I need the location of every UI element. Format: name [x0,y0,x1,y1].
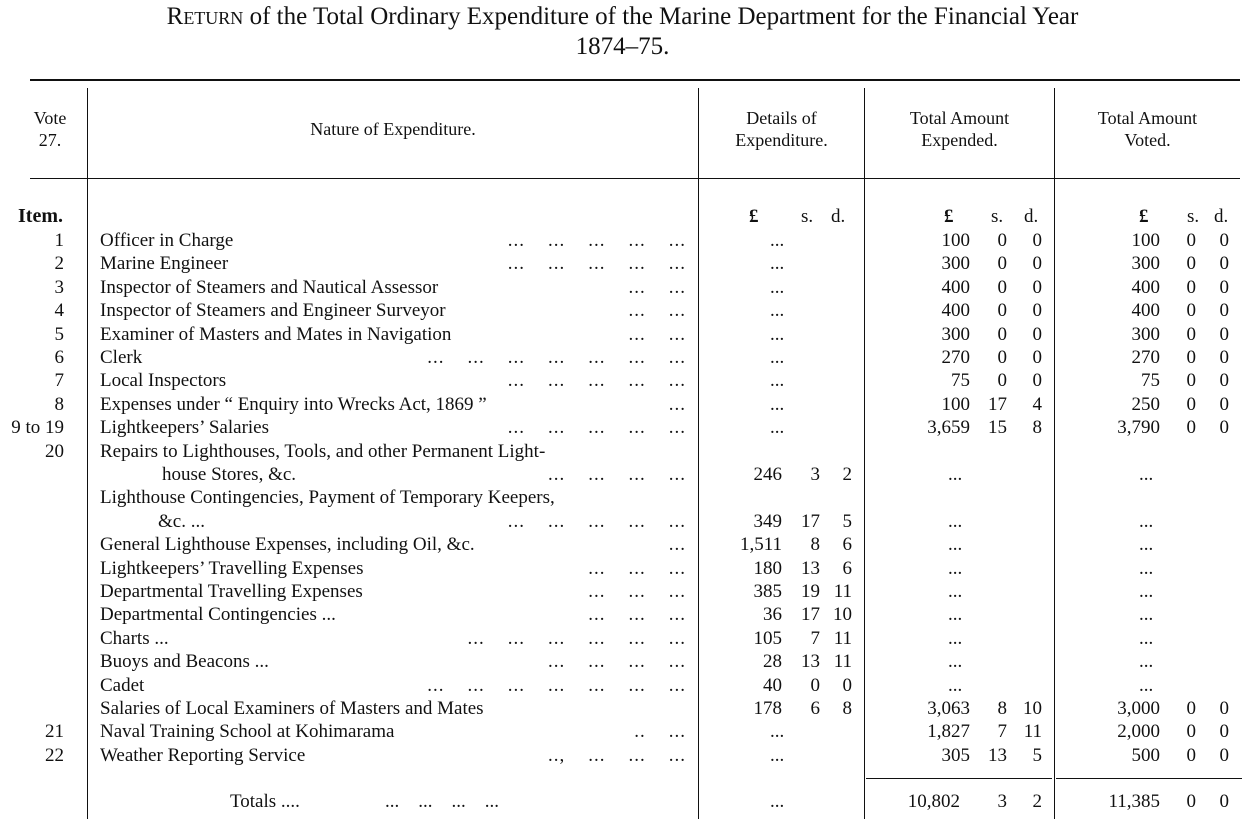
dot-leaders: ... ... ... ... ... ... ... [427,347,686,368]
expenditure-nature: Officer in Charge [100,230,234,251]
expenditure-nature: Naval Training School at Kohimarama [100,721,395,743]
totals-exp-shillings: 3 [997,791,1007,812]
expenditure-nature: Expenses under “ Enquiry into Wrecks Act, 1869 ” [100,393,487,415]
details-dots: ... [770,393,785,415]
details-pounds: 349 [753,510,782,532]
details-pence: 11 [833,581,852,602]
dot-leaders: ... [668,393,686,415]
details-dots: ... [770,230,785,251]
voted-shillings: 0 [1186,698,1196,719]
voted-pence: 0 [1219,370,1229,392]
expended-shillings: 0 [997,230,1007,251]
table-row [0,533,1245,556]
voted-pounds: 300 [1131,323,1160,345]
totals-label: Totals .... [230,791,300,812]
voted-pence: 0 [1219,276,1229,298]
table-row [0,486,1245,509]
expenditure-nature: Repairs to Lighthouses, Tools, and other Permanent Light- [100,440,546,462]
table-row [0,393,1245,416]
title-line2: 1874–75. [575,33,670,60]
voted-pounds: 250 [1131,393,1160,415]
details-pence: 11 [833,627,852,649]
table-row [0,299,1245,322]
expended-dots: ... [948,557,963,579]
dot-leaders: ... ... ... ... [548,651,686,673]
expended-pounds: 300 [941,323,970,345]
dot-leaders: ... ... ... ... ... ... ... [427,674,686,696]
units-row [0,205,1245,228]
table-row [0,463,1245,486]
expenditure-nature: Salaries of Local Examiners of Masters and Mates [100,698,484,719]
voted-pence: d. [1214,206,1229,227]
expended-shillings: 0 [997,323,1007,345]
expenditure-nature: Charts ... [100,627,169,649]
expended-pounds: 270 [941,347,970,368]
expended-pound: £ [944,206,954,227]
table-row [0,369,1245,392]
totals-leaders: ... ... ... ... [385,791,499,812]
item-number: 7 [54,370,64,392]
expenditure-nature: Lightkeepers’ Salaries [100,417,269,439]
voted-pounds: 3,000 [1117,698,1160,719]
details-shillings: 7 [810,627,820,649]
table-row [0,580,1245,603]
table-row [0,323,1245,346]
details-pounds: 28 [763,651,782,673]
expenditure-nature: Departmental Contingencies ... [100,604,336,626]
expended-pence: 0 [1032,230,1042,251]
totals-exp-pounds: 10,802 [907,791,960,812]
title-prefix: Return [166,3,244,30]
expended-pounds: 100 [941,230,970,251]
voted-pounds: 400 [1131,300,1160,322]
expended-pence: 0 [1032,276,1042,298]
expended-pence: 0 [1032,323,1042,345]
totals-voted-pounds: 11,385 [1108,791,1160,812]
expended-pence: 0 [1032,370,1042,392]
details-dots: ... [770,253,785,275]
details-pounds: 36 [763,604,782,626]
item-number: 2 [54,253,64,275]
details-shilling: s. [801,206,814,227]
voted-pounds: 270 [1131,347,1160,368]
details-pence: 6 [842,557,852,579]
expenditure-nature: Marine Engineer [100,253,229,275]
dot-leaders: ... [668,534,686,556]
header-expended: Total Amount Expended. [909,108,1010,150]
expended-pence: 10 [1023,698,1042,719]
voted-shillings: 0 [1186,417,1196,439]
details-pence: d. [831,206,846,227]
voted-shillings: 0 [1186,744,1196,766]
expenditure-nature: &c. ... [158,510,205,532]
expended-shilling: s. [991,206,1004,227]
expenditure-nature: Clerk [100,347,143,368]
expended-dots: ... [948,651,963,673]
voted-shillings: 0 [1186,347,1196,368]
dot-leaders: ... ... ... [588,581,686,602]
details-dots: ... [770,744,785,766]
voted-pounds: 3,790 [1117,417,1160,439]
expended-pounds: 400 [941,300,970,322]
expenditure-nature: Weather Reporting Service [100,744,306,766]
expended-pounds: 305 [941,744,970,766]
expended-shillings: 13 [988,744,1007,766]
table-row [0,697,1245,720]
voted-dots: ... [1139,604,1154,626]
expended-shillings: 7 [997,721,1007,743]
voted-pound: £ [1139,206,1149,227]
expenditure-nature: Cadet [100,674,145,696]
dot-leaders: ... ... ... ... ... [507,230,686,251]
details-shillings: 3 [810,464,820,485]
details-shillings: 17 [801,510,820,532]
expended-dots: ... [948,534,963,556]
voted-pence: 0 [1219,417,1229,439]
voted-pence: 0 [1219,230,1229,251]
expended-dots: ... [948,604,963,626]
table-row [0,416,1245,439]
table-row [0,744,1245,767]
table-row [0,440,1245,463]
details-pounds: 246 [753,464,782,485]
voted-dots: ... [1139,627,1154,649]
voted-shillings: 0 [1186,230,1196,251]
expenditure-nature: house Stores, &c. [162,464,297,485]
item-number: 1 [54,230,64,251]
details-shillings: 8 [810,534,820,556]
details-pence: 2 [842,464,852,485]
table-row [0,674,1245,697]
expended-pounds: 75 [951,370,970,392]
details-pence: 11 [833,651,852,673]
item-label: Item. [18,205,63,227]
expended-shillings: 0 [997,300,1007,322]
expended-pounds: 400 [941,276,970,298]
voted-shillings: 0 [1186,393,1196,415]
expended-total-rule [866,778,1052,779]
totals-voted-pence: 0 [1219,791,1229,812]
title-line1: of the Total Ordinary Expenditure of the Marine Department for the Financial Year [243,3,1079,30]
details-dots: ... [770,721,785,743]
table-row [0,627,1245,650]
voted-shillings: 0 [1186,323,1196,345]
details-pence: 8 [842,698,852,719]
expended-pounds: 300 [941,253,970,275]
expended-shillings: 0 [997,253,1007,275]
expended-pounds: 100 [941,393,970,415]
item-number: 6 [54,347,64,368]
dot-leaders: ... ... [628,300,686,322]
expended-shillings: 8 [997,698,1007,719]
details-pound: £ [749,206,759,227]
details-shillings: 13 [801,651,820,673]
details-dots: ... [770,370,785,392]
voted-total-rule [1056,778,1242,779]
item-number: 3 [54,276,64,298]
expenditure-nature: Local Inspectors [100,370,227,392]
expenditure-nature: Inspector of Steamers and Engineer Surveyor [100,300,446,322]
document-title [0,2,1245,62]
table-row [0,276,1245,299]
dot-leaders: ... ... ... [588,604,686,626]
expenditure-nature: General Lighthouse Expenses, including Oil, &c. [100,534,475,556]
header-top-rule [30,79,1240,81]
voted-pounds: 300 [1131,253,1160,275]
details-dots: ... [770,417,785,439]
details-dots: ... [770,276,785,298]
voted-pence: 0 [1219,721,1229,743]
expended-pence: 0 [1032,253,1042,275]
header-bottom-rule [30,178,1240,179]
dot-leaders: ... ... [628,276,686,298]
details-shillings: 19 [801,581,820,602]
details-pounds: 1,511 [739,534,782,556]
voted-pence: 0 [1219,253,1229,275]
item-number: 22 [45,744,64,766]
table-row [0,720,1245,743]
expenditure-nature: Lighthouse Contingencies, Payment of Temporary Keepers, [100,487,555,509]
expended-dots: ... [948,581,963,602]
totals-voted-shillings: 0 [1186,791,1196,812]
table-row [0,557,1245,580]
voted-pence: 0 [1219,347,1229,368]
voted-pounds: 100 [1131,230,1160,251]
expended-pence: 4 [1032,393,1042,415]
details-pounds: 40 [763,674,782,696]
expended-pounds: 1,827 [927,721,970,743]
details-pounds: 178 [753,698,782,719]
item-number: 9 to 19 [11,417,64,439]
voted-shillings: 0 [1186,253,1196,275]
details-shillings: 6 [810,698,820,719]
dot-leaders: ... ... ... ... ... [507,417,686,439]
dot-leaders: ... ... ... ... ... [507,370,686,392]
table-row [0,603,1245,626]
expenditure-nature: Buoys and Beacons ... [100,651,269,673]
expended-shillings: 0 [997,370,1007,392]
details-pounds: 180 [753,557,782,579]
details-pounds: 385 [753,581,782,602]
expenditure-nature: Lightkeepers’ Travelling Expenses [100,557,364,579]
voted-pounds: 75 [1141,370,1160,392]
details-pence: 10 [833,604,852,626]
expended-pence: 0 [1032,347,1042,368]
details-pounds: 105 [753,627,782,649]
details-pence: 0 [842,674,852,696]
voted-pence: 0 [1219,698,1229,719]
expended-pence: d. [1024,206,1039,227]
totals-exp-pence: 2 [1032,791,1042,812]
table-row [0,252,1245,275]
dot-leaders: ... ... ... ... ... ... [467,627,686,649]
item-number: 21 [45,721,64,743]
expended-dots: ... [948,627,963,649]
dot-leaders: ... ... ... ... ... [507,253,686,275]
expended-pounds: 3,063 [927,698,970,719]
expended-shillings: 17 [988,393,1007,415]
expended-dots: ... [948,674,963,696]
voted-pounds: 500 [1131,744,1160,766]
item-number: 4 [54,300,64,322]
voted-pounds: 400 [1131,276,1160,298]
details-pence: 5 [842,510,852,532]
details-dots: ... [770,300,785,322]
expenditure-nature: Inspector of Steamers and Nautical Assessor [100,276,439,298]
voted-pence: 0 [1219,393,1229,415]
voted-pence: 0 [1219,323,1229,345]
item-number: 5 [54,323,64,345]
expended-pounds: 3,659 [927,417,970,439]
expended-shillings: 15 [988,417,1007,439]
expended-pence: 0 [1032,300,1042,322]
header-voted: Total Amount Voted. [1097,108,1198,150]
dot-leaders: ... ... [628,323,686,345]
voted-dots: ... [1139,464,1154,485]
expended-pence: 11 [1023,721,1042,743]
details-pence: 6 [842,534,852,556]
voted-shillings: 0 [1186,276,1196,298]
details-shillings: 13 [801,557,820,579]
dot-leaders: ... ... ... ... ... [507,510,686,532]
expended-pence: 5 [1032,744,1042,766]
details-dots: ... [770,347,785,368]
voted-shillings: 0 [1186,370,1196,392]
header-details: Details of Expenditure. [735,108,828,150]
dot-leaders: .. ... [634,721,686,743]
expenditure-nature: Examiner of Masters and Mates in Navigation [100,323,452,345]
totals-details: ... [770,791,785,812]
dot-leaders: .., ... ... ... [548,744,686,766]
voted-dots: ... [1139,510,1154,532]
expended-shillings: 0 [997,276,1007,298]
table-row [0,229,1245,252]
expended-shillings: 0 [997,347,1007,368]
item-number: 20 [45,440,64,462]
voted-dots: ... [1139,534,1154,556]
expended-dots: ... [948,510,963,532]
expended-pence: 8 [1032,417,1042,439]
table-row [0,510,1245,533]
dot-leaders: ... ... ... ... [548,464,686,485]
voted-pence: 0 [1219,300,1229,322]
voted-dots: ... [1139,651,1154,673]
voted-pounds: 2,000 [1117,721,1160,743]
voted-shillings: 0 [1186,300,1196,322]
table-row [0,650,1245,673]
item-number: 8 [54,393,64,415]
details-shillings: 0 [810,674,820,696]
voted-pence: 0 [1219,744,1229,766]
table-row [0,346,1245,369]
dot-leaders: ... ... ... [588,557,686,579]
voted-dots: ... [1139,674,1154,696]
voted-shilling: s. [1187,206,1200,227]
expenditure-nature: Departmental Travelling Expenses [100,581,363,602]
header-vote: Vote 27. [33,108,67,150]
totals-row [0,790,1245,813]
expended-dots: ... [948,464,963,485]
voted-dots: ... [1139,557,1154,579]
voted-dots: ... [1139,581,1154,602]
details-shillings: 17 [801,604,820,626]
details-dots: ... [770,323,785,345]
header-nature: Nature of Expenditure. [310,119,476,139]
voted-shillings: 0 [1186,721,1196,743]
